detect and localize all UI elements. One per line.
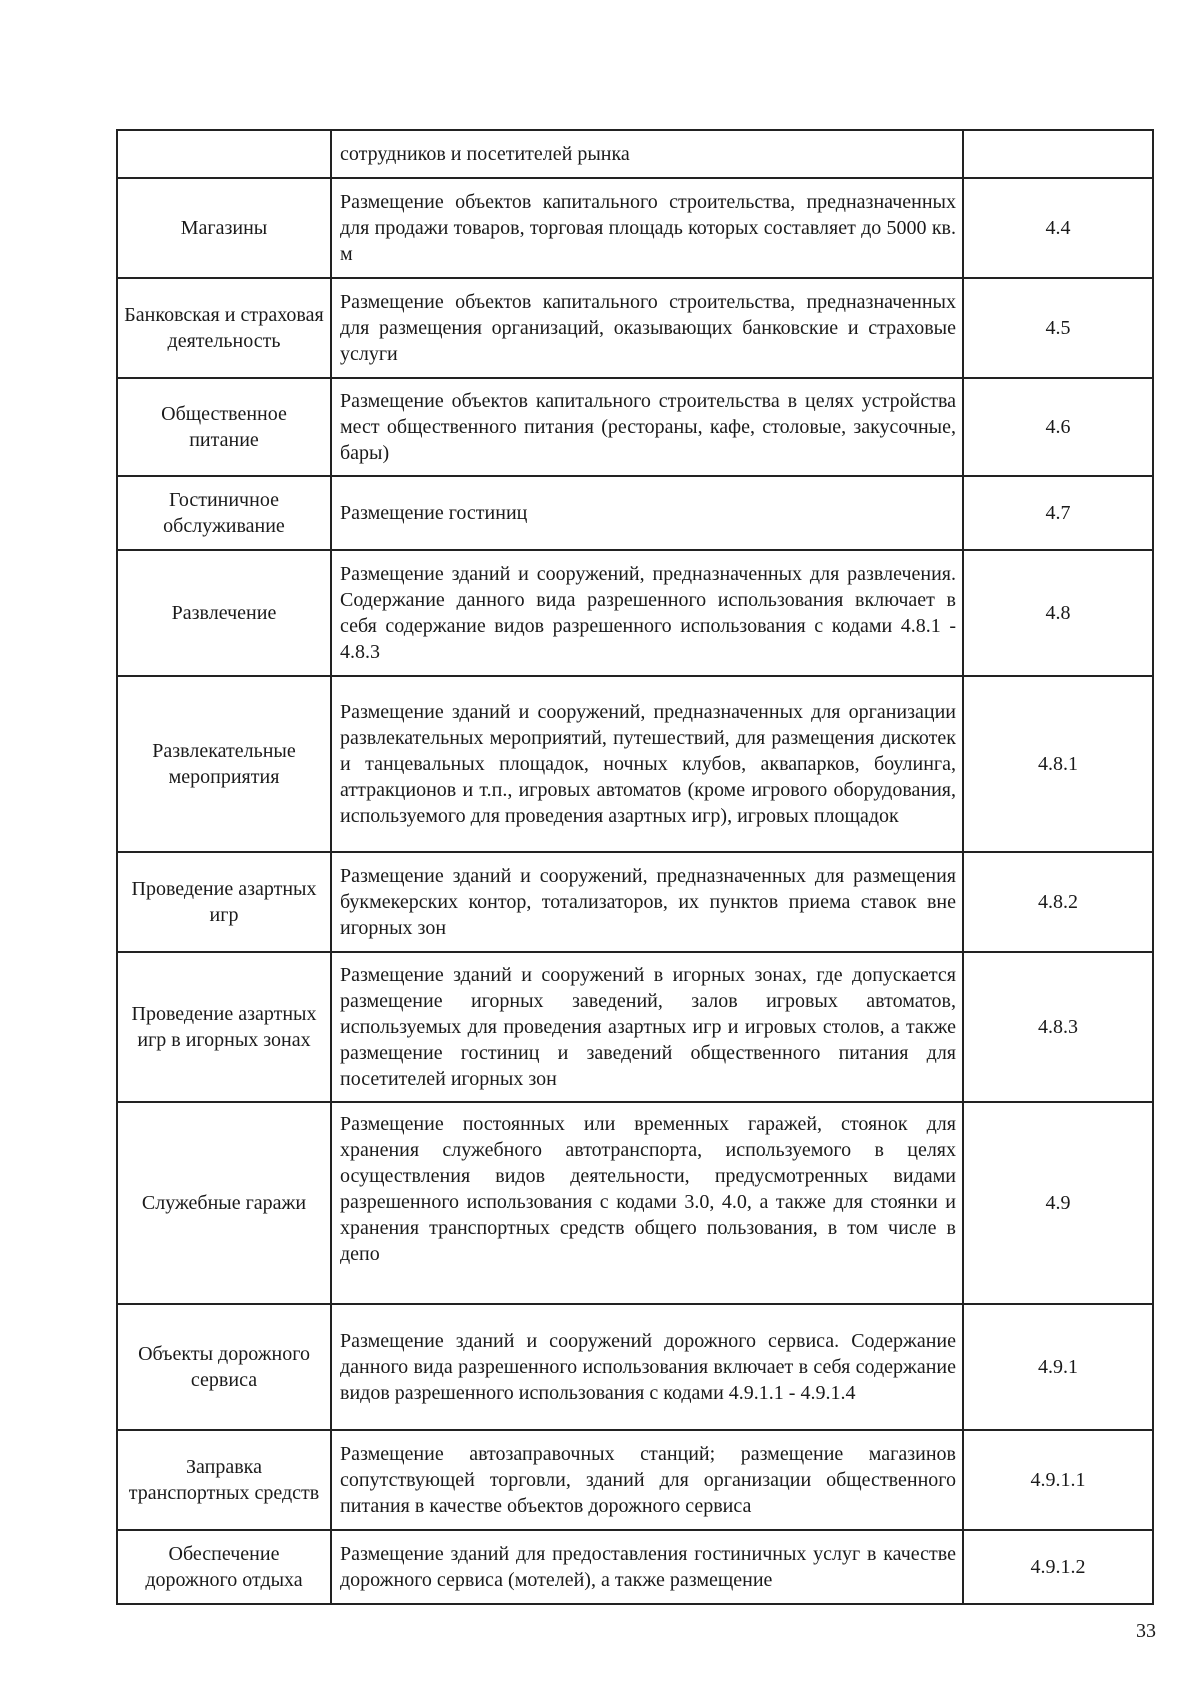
table-row bbox=[117, 1430, 1153, 1530]
row-code: 4.4 bbox=[963, 178, 1153, 278]
row-code: 4.6 bbox=[963, 378, 1153, 476]
row-description: сотрудников и посетителей рынка bbox=[331, 130, 963, 178]
land-use-table bbox=[116, 129, 1152, 1605]
row-name: Обеспечение дорожного отдыха bbox=[117, 1530, 331, 1604]
table-row bbox=[117, 676, 1153, 852]
table-row bbox=[117, 378, 1153, 476]
row-name: Банковская и страховая деятельность bbox=[117, 278, 331, 378]
row-description: Размещение объектов капитального строительства, предназначенных для размещения организаций, оказывающих банковские и страховые услуги bbox=[331, 278, 963, 378]
row-description: Размещение гостиниц bbox=[331, 476, 963, 550]
row-code: 4.8.2 bbox=[963, 852, 1153, 952]
row-description: Размещение зданий и сооружений, предназначенных для развлечения. Содержание данного вида разрешенного использования включает в себя содержание видов разрешенного использования с кодами 4.8.1 - 4.8.3 bbox=[331, 550, 963, 676]
row-description: Размещение зданий и сооружений дорожного сервиса. Содержание данного вида разрешенного использования включает в себя содержание видов разрешенного использования с кодами 4.9.1.1 - 4.9.1.4 bbox=[331, 1304, 963, 1430]
row-name: Проведение азартных игр bbox=[117, 852, 331, 952]
row-code: 4.9.1 bbox=[963, 1304, 1153, 1430]
row-code: 4.8 bbox=[963, 550, 1153, 676]
row-description: Размещение объектов капитального строительства, предназначенных для продажи товаров, торговая площадь которых составляет до 5000 кв. м bbox=[331, 178, 963, 278]
row-description: Размещение зданий и сооружений в игорных зонах, где допускается размещение игорных заведений, залов игровых автоматов, используемых для проведения азартных игр и игровых столов, а также размещение гостиниц и заведений общественного питания для посетителей игорных зон bbox=[331, 952, 963, 1102]
row-code bbox=[963, 130, 1153, 178]
row-description: Размещение объектов капитального строительства в целях устройства мест общественного питания (рестораны, кафе, столовые, закусочные, бары) bbox=[331, 378, 963, 476]
row-description: Размещение зданий и сооружений, предназначенных для организации развлекательных мероприятий, путешествий, для размещения дискотек и танцевальных площадок, ночных клубов, аквапарков, боулинга, аттракционов и т.п., игровых автоматов (кроме игрового оборудования, используемого для проведения азартных игр), игровых площадок bbox=[331, 676, 963, 852]
table-row bbox=[117, 178, 1153, 278]
row-description: Размещение постоянных или временных гаражей, стоянок для хранения служебного автотранспорта, используемого в целях осуществления видов деятельности, предусмотренных видами разрешенного использования с кодами 3.0, 4.0, а также для стоянки и хранения транспортных средств общего пользования, в том числе в депо bbox=[331, 1102, 963, 1304]
row-name: Проведение азартных игр в игорных зонах bbox=[117, 952, 331, 1102]
row-code: 4.9.1.2 bbox=[963, 1530, 1153, 1604]
row-name: Гостиничное обслуживание bbox=[117, 476, 331, 550]
row-name: Развлечение bbox=[117, 550, 331, 676]
row-name bbox=[117, 130, 331, 178]
row-code: 4.9 bbox=[963, 1102, 1153, 1304]
table-row bbox=[117, 852, 1153, 952]
row-code: 4.7 bbox=[963, 476, 1153, 550]
row-code: 4.9.1.1 bbox=[963, 1430, 1153, 1530]
row-code: 4.5 bbox=[963, 278, 1153, 378]
row-code: 4.8.3 bbox=[963, 952, 1153, 1102]
row-description: Размещение зданий и сооружений, предназначенных для размещения букмекерских контор, тотализаторов, их пунктов приема ставок вне игорных зон bbox=[331, 852, 963, 952]
row-description: Размещение автозаправочных станций; размещение магазинов сопутствующей торговли, зданий для организации общественного питания в качестве объектов дорожного сервиса bbox=[331, 1430, 963, 1530]
table-row bbox=[117, 1304, 1153, 1430]
table-row bbox=[117, 550, 1153, 676]
row-name: Магазины bbox=[117, 178, 331, 278]
table-row bbox=[117, 278, 1153, 378]
row-code: 4.8.1 bbox=[963, 676, 1153, 852]
table-row bbox=[117, 1102, 1153, 1304]
table-row bbox=[117, 1530, 1153, 1604]
row-name: Заправка транспортных средств bbox=[117, 1430, 331, 1530]
table-row bbox=[117, 130, 1153, 178]
row-name: Развлекательные мероприятия bbox=[117, 676, 331, 852]
row-name: Общественное питание bbox=[117, 378, 331, 476]
row-name: Служебные гаражи bbox=[117, 1102, 331, 1304]
table-row bbox=[117, 952, 1153, 1102]
table-row bbox=[117, 476, 1153, 550]
row-description: Размещение зданий для предоставления гостиничных услуг в качестве дорожного сервиса (мотелей), а также размещение bbox=[331, 1530, 963, 1604]
page-number: 33 bbox=[1136, 1620, 1156, 1642]
row-name: Объекты дорожного сервиса bbox=[117, 1304, 331, 1430]
